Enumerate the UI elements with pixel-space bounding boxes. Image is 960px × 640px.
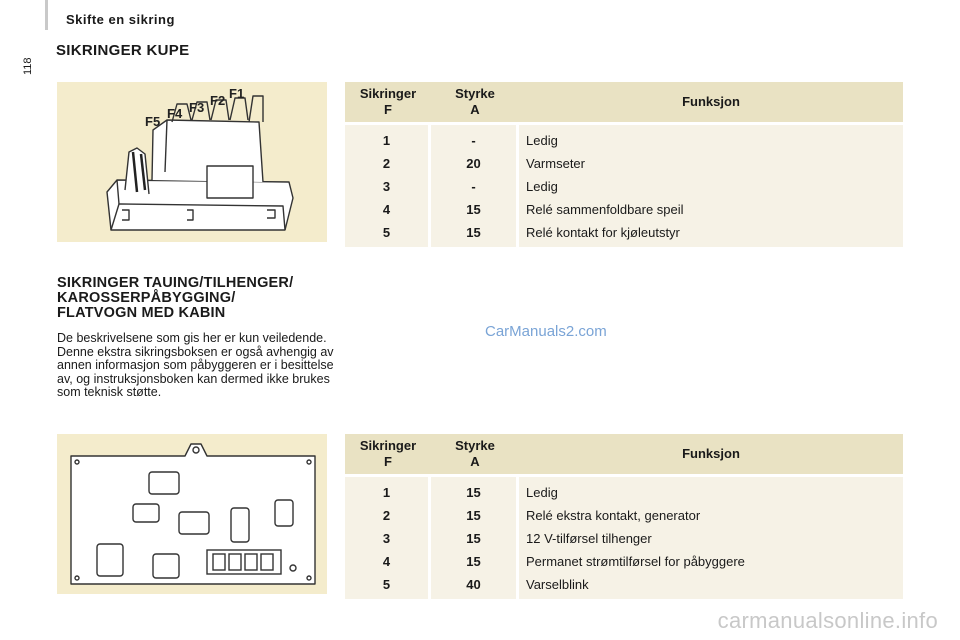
fuse-function: Relé ekstra kontakt, generator [519,504,903,527]
header-fuse: Sikringer F [345,82,431,125]
fuse-number: 3 [345,527,431,550]
section-title-kupe: SIKRINGER KUPE [56,42,190,59]
fuse-box-extra-drawing [57,434,327,594]
fuse-amp: - [431,125,519,152]
page-number: 118 [22,57,34,75]
header-function: Funksjon [519,434,903,477]
fuse-amp: 15 [431,198,519,221]
fuse-number: 4 [345,198,431,221]
fuse-number: 1 [345,125,431,152]
fuse-amp: 15 [431,221,519,247]
fuse-label-f4: F4 [167,106,183,121]
fuse-label-f3: F3 [189,100,205,115]
fuse-number: 2 [345,152,431,175]
table-row [345,125,903,152]
table-row [345,198,903,221]
table-row [345,175,903,198]
fuse-box-kupe-illustration [57,82,327,242]
footer-watermark: carmanualsonline.info [717,608,938,633]
fuse-amp: 15 [431,550,519,573]
table-row [345,504,903,527]
header-fuse: Sikringer F [345,434,431,477]
header-function: Funksjon [519,82,903,125]
fuse-table-tauing [345,434,903,599]
fuse-amp: 15 [431,504,519,527]
fuse-box-extra-illustration [57,434,327,594]
fuse-function: 12 V-tilførsel tilhenger [519,527,903,550]
fuse-amp: 15 [431,527,519,550]
fuse-amp: 20 [431,152,519,175]
fuse-amp: - [431,175,519,198]
fuse-function: Relé kontakt for kjøleutstyr [519,221,903,247]
table-row [345,550,903,573]
fuse-number: 2 [345,504,431,527]
fuse-function: Relé sammenfoldbare speil [519,198,903,221]
fuse-number: 5 [345,221,431,247]
header-bar [45,0,48,30]
table-row [345,221,903,247]
chapter-title: Skifte en sikring [66,12,175,27]
fuse-number: 3 [345,175,431,198]
fuse-function: Permanet strømtilførsel for påbyggere [519,550,903,573]
table-row [345,573,903,599]
fuse-number: 1 [345,477,431,504]
fuse-function: Ledig [519,125,903,152]
header-amp: Styrke A [431,82,519,125]
fuse-box-kupe-drawing [57,82,327,242]
section-title-tauing: SIKRINGER TAUING/TILHENGER/ KAROSSERPÅBYGGING/ FLATVOGN MED KABIN [57,275,294,321]
fuse-number: 4 [345,550,431,573]
fuse-function: Varmseter [519,152,903,175]
center-watermark: CarManuals2.com [485,323,607,340]
fuse-label-f5: F5 [145,114,161,129]
fuse-function: Varselblink [519,573,903,599]
fuse-number: 5 [345,573,431,599]
table-row [345,477,903,504]
table-row [345,152,903,175]
fuse-amp: 40 [431,573,519,599]
section-description: De beskrivelsene som gis her er kun veiledende. Denne ekstra sikringsboksen er også avhengig av annen informasjon som påbyggeren er i besittelse av, og instruksjonsboken kan dermed ikke brukes som teknisk støtte. [57,331,334,399]
header-amp: Styrke A [431,434,519,477]
fuse-amp: 15 [431,477,519,504]
fuse-function: Ledig [519,477,903,504]
table-row [345,527,903,550]
fuse-function: Ledig [519,175,903,198]
fuse-label-f1: F1 [229,86,245,101]
fuse-label-f2: F2 [210,93,226,108]
fuse-table-kupe [345,82,903,247]
